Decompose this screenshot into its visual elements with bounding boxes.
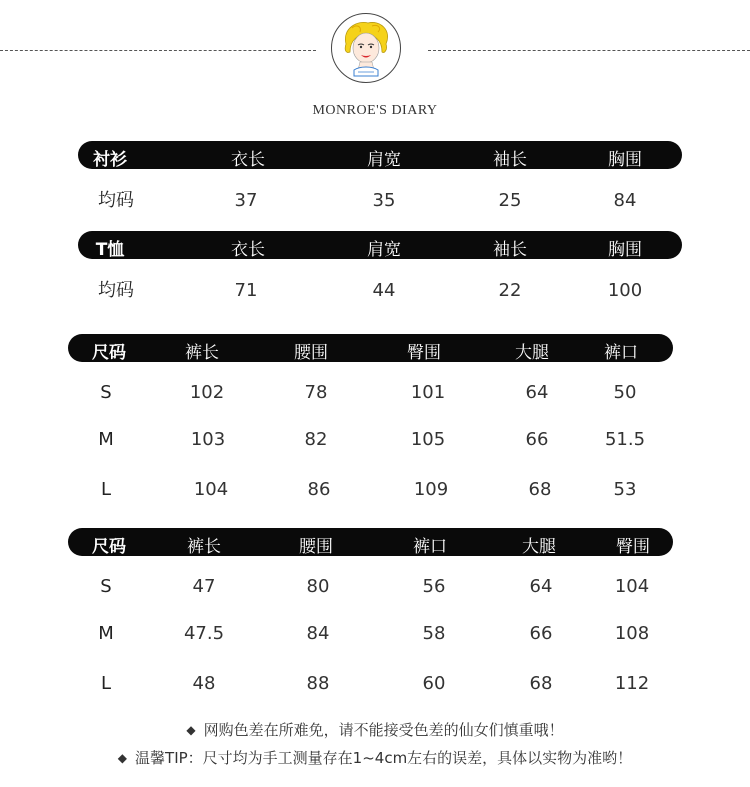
- header-cell: T恤: [95, 240, 125, 260]
- header-cell: 胸围: [608, 240, 642, 260]
- row-label: M: [98, 429, 114, 450]
- header-cell: 衬衫: [93, 150, 127, 170]
- table-header-pants: [68, 334, 673, 362]
- table-cell: 86: [307, 479, 331, 500]
- table-cell: 105: [410, 429, 446, 450]
- header-cell: 尺码: [92, 343, 126, 363]
- table-cell: 35: [372, 190, 396, 211]
- monroe-face-icon: [331, 13, 401, 83]
- header-cell: 裤口: [413, 537, 447, 557]
- note-measurement-tip: [0, 747, 750, 768]
- table-cell: 88: [306, 673, 330, 694]
- table-cell: 64: [525, 382, 549, 403]
- table-cell: 37: [234, 190, 258, 211]
- row-label: 均码: [98, 280, 134, 301]
- table-cell: 56: [422, 576, 446, 597]
- table-row: [0, 673, 750, 699]
- table-cell: 25: [498, 190, 522, 211]
- table-cell: 104: [614, 576, 650, 597]
- table-row: [0, 576, 750, 602]
- table-cell: 47: [192, 576, 216, 597]
- table-cell: 84: [306, 623, 330, 644]
- table-cell: 66: [529, 623, 553, 644]
- brand-name: MONROE'S DIARY: [312, 103, 438, 118]
- table-header-tshirt: [78, 231, 682, 259]
- table-cell: 64: [529, 576, 553, 597]
- table-cell: 82: [304, 429, 328, 450]
- header-cell: 衣长: [231, 150, 265, 170]
- table-cell: 22: [498, 280, 522, 301]
- header-cell: 尺码: [92, 537, 126, 557]
- table-cell: 68: [529, 673, 553, 694]
- note-color-difference: [0, 719, 750, 740]
- header-cell: 大腿: [522, 537, 556, 557]
- table-header-shorts: [68, 528, 673, 556]
- table-cell: 103: [190, 429, 226, 450]
- header-cell: 衣长: [231, 240, 265, 260]
- note-text: 温馨TIP：尺寸均为手工测量存在1~4cm左右的误差，具体以实物为准哟！: [135, 749, 633, 767]
- row-label: L: [100, 673, 112, 694]
- row-label: S: [100, 576, 112, 597]
- table-cell: 50: [613, 382, 637, 403]
- table-cell: 66: [525, 429, 549, 450]
- header-cell: 腰围: [294, 343, 328, 363]
- diamond-bullet-icon: ◆: [186, 723, 196, 737]
- table-cell: 84: [613, 190, 637, 211]
- table-cell: 58: [422, 623, 446, 644]
- table-row: [0, 186, 750, 212]
- table-cell: 109: [413, 479, 449, 500]
- table-cell: 108: [614, 623, 650, 644]
- table-cell: 78: [304, 382, 328, 403]
- table-cell: 44: [372, 280, 396, 301]
- header-cell: 肩宽: [367, 150, 401, 170]
- table-cell: 53: [613, 479, 637, 500]
- divider-left: [0, 50, 316, 51]
- table-row: [0, 623, 750, 649]
- table-cell: 71: [234, 280, 258, 301]
- table-cell: 80: [306, 576, 330, 597]
- row-label: 均码: [98, 190, 134, 211]
- table-cell: 48: [192, 673, 216, 694]
- table-cell: 112: [614, 673, 650, 694]
- header-cell: 臀围: [407, 343, 441, 363]
- table-cell: 60: [422, 673, 446, 694]
- header-cell: 袖长: [493, 150, 527, 170]
- table-header-shirt: [78, 141, 682, 169]
- header-cell: 臀围: [616, 537, 650, 557]
- header-cell: 袖长: [493, 240, 527, 260]
- table-row: [0, 276, 750, 302]
- row-label: M: [98, 623, 114, 644]
- table-row: [0, 429, 750, 455]
- header-cell: 裤口: [604, 343, 638, 363]
- row-label: S: [100, 382, 112, 403]
- header-cell: 胸围: [608, 150, 642, 170]
- header-cell: 大腿: [515, 343, 549, 363]
- table-row: [0, 382, 750, 408]
- note-text: 网购色差在所难免，请不能接受色差的仙女们慎重哦！: [203, 721, 564, 739]
- table-cell: 102: [189, 382, 225, 403]
- table-cell: 101: [410, 382, 446, 403]
- divider-right: [428, 50, 750, 51]
- table-cell: 47.5: [183, 623, 225, 644]
- diamond-bullet-icon: ◆: [117, 751, 128, 765]
- table-cell: 68: [528, 479, 552, 500]
- header-cell: 裤长: [187, 537, 221, 557]
- table-cell: 104: [193, 479, 229, 500]
- table-cell: 100: [607, 280, 643, 301]
- table-row: [0, 479, 750, 505]
- header-cell: 肩宽: [367, 240, 401, 260]
- row-label: L: [100, 479, 112, 500]
- header-cell: 裤长: [185, 343, 219, 363]
- table-cell: 51.5: [604, 429, 646, 450]
- header-cell: 腰围: [299, 537, 333, 557]
